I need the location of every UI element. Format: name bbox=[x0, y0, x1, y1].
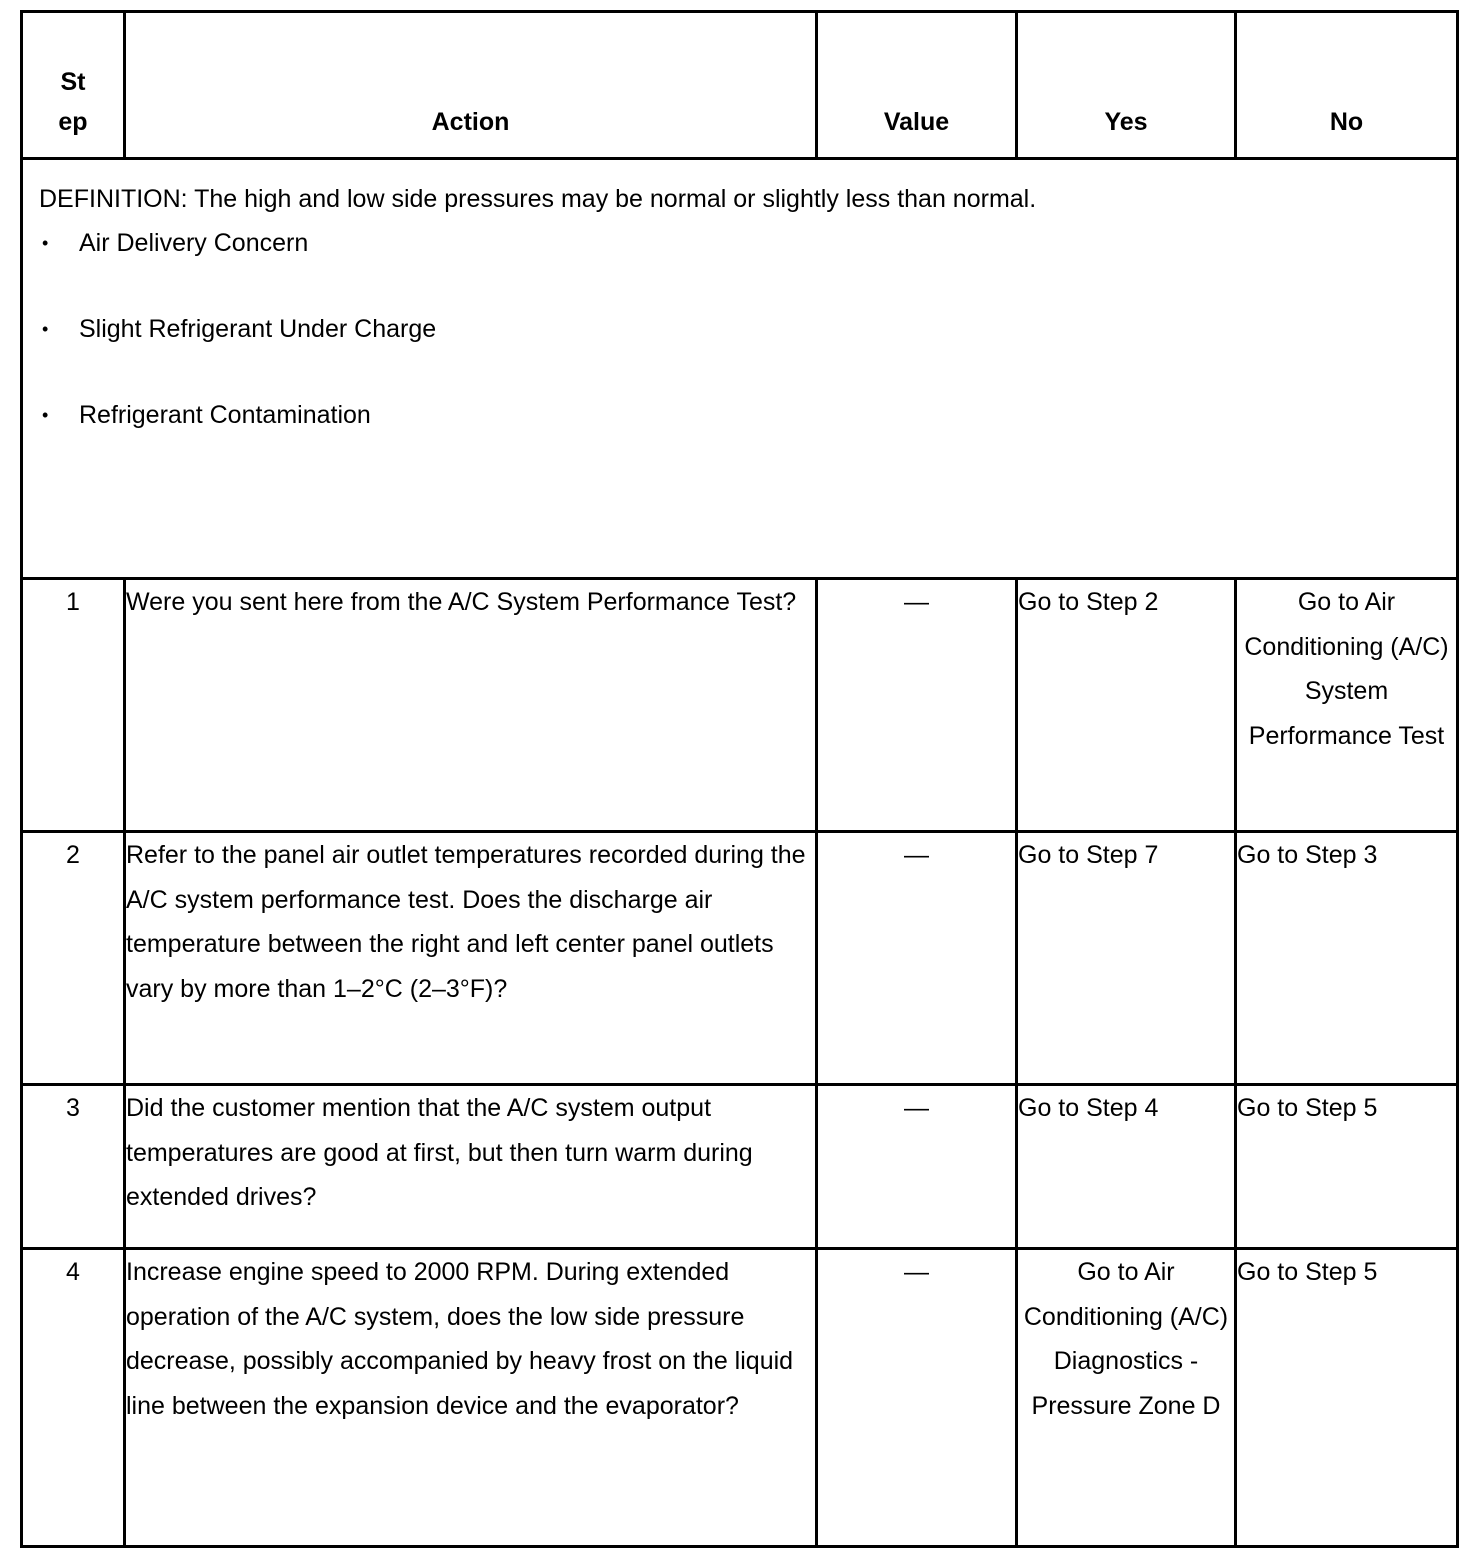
header-step-line2: ep bbox=[58, 108, 88, 136]
definition-list bbox=[39, 221, 1442, 437]
bullet-icon: • bbox=[42, 319, 49, 339]
header-step bbox=[22, 12, 125, 159]
definition-item bbox=[39, 393, 1442, 437]
step-no: Go to Step 5 bbox=[1236, 1249, 1458, 1547]
step-yes: Go to Step 2 bbox=[1017, 579, 1236, 832]
bullet-icon: • bbox=[42, 405, 49, 425]
step-no: Go to Step 3 bbox=[1236, 832, 1458, 1085]
table-row bbox=[22, 579, 1458, 832]
step-number: 4 bbox=[22, 1249, 125, 1547]
step-no: Go to Air Conditioning (A/C) System Performance Test bbox=[1236, 579, 1458, 832]
definition-text: DEFINITION: The high and low side pressures may be normal or slightly less than normal. bbox=[39, 185, 1037, 213]
step-value: — bbox=[817, 579, 1017, 832]
table-row bbox=[22, 1085, 1458, 1249]
header-yes: Yes bbox=[1017, 12, 1236, 159]
step-action: Did the customer mention that the A/C system output temperatures are good at first, but then turn warm during extended drives? bbox=[125, 1085, 817, 1249]
definition-item bbox=[39, 221, 1442, 265]
definition-item bbox=[39, 307, 1442, 351]
step-action: Refer to the panel air outlet temperatures recorded during the A/C system performance test. Does the discharge air temperature between the right and left center panel outlets vary by more than 1–2°C (2–3°F)? bbox=[125, 832, 817, 1085]
step-number: 3 bbox=[22, 1085, 125, 1249]
step-value: — bbox=[817, 1249, 1017, 1547]
step-action: Increase engine speed to 2000 RPM. During extended operation of the A/C system, does the low side pressure decrease, possibly accompanied by heavy frost on the liquid line between the expansion device and the evaporator? bbox=[125, 1249, 817, 1547]
table-row bbox=[22, 1249, 1458, 1547]
header-value: Value bbox=[817, 12, 1017, 159]
step-number: 1 bbox=[22, 579, 125, 832]
step-value: — bbox=[817, 832, 1017, 1085]
table-header-row bbox=[22, 12, 1458, 159]
definition-cell bbox=[22, 159, 1458, 579]
step-value: — bbox=[817, 1085, 1017, 1249]
table-row bbox=[22, 832, 1458, 1085]
bullet-icon: • bbox=[42, 233, 49, 253]
step-yes: Go to Air Conditioning (A/C) Diagnostics - Pressure Zone D bbox=[1017, 1249, 1236, 1547]
header-action: Action bbox=[125, 12, 817, 159]
definition-row bbox=[22, 159, 1458, 579]
diagnostic-table bbox=[20, 10, 1459, 1548]
step-yes: Go to Step 7 bbox=[1017, 832, 1236, 1085]
definition-item-text: Air Delivery Concern bbox=[79, 229, 309, 257]
step-action: Were you sent here from the A/C System Performance Test? bbox=[125, 579, 817, 832]
header-step-line1: St bbox=[60, 68, 86, 96]
definition-item-text: Refrigerant Contamination bbox=[79, 401, 371, 429]
step-yes: Go to Step 4 bbox=[1017, 1085, 1236, 1249]
step-number: 2 bbox=[22, 832, 125, 1085]
definition-item-text: Slight Refrigerant Under Charge bbox=[79, 315, 437, 343]
header-no: No bbox=[1236, 12, 1458, 159]
step-no: Go to Step 5 bbox=[1236, 1085, 1458, 1249]
